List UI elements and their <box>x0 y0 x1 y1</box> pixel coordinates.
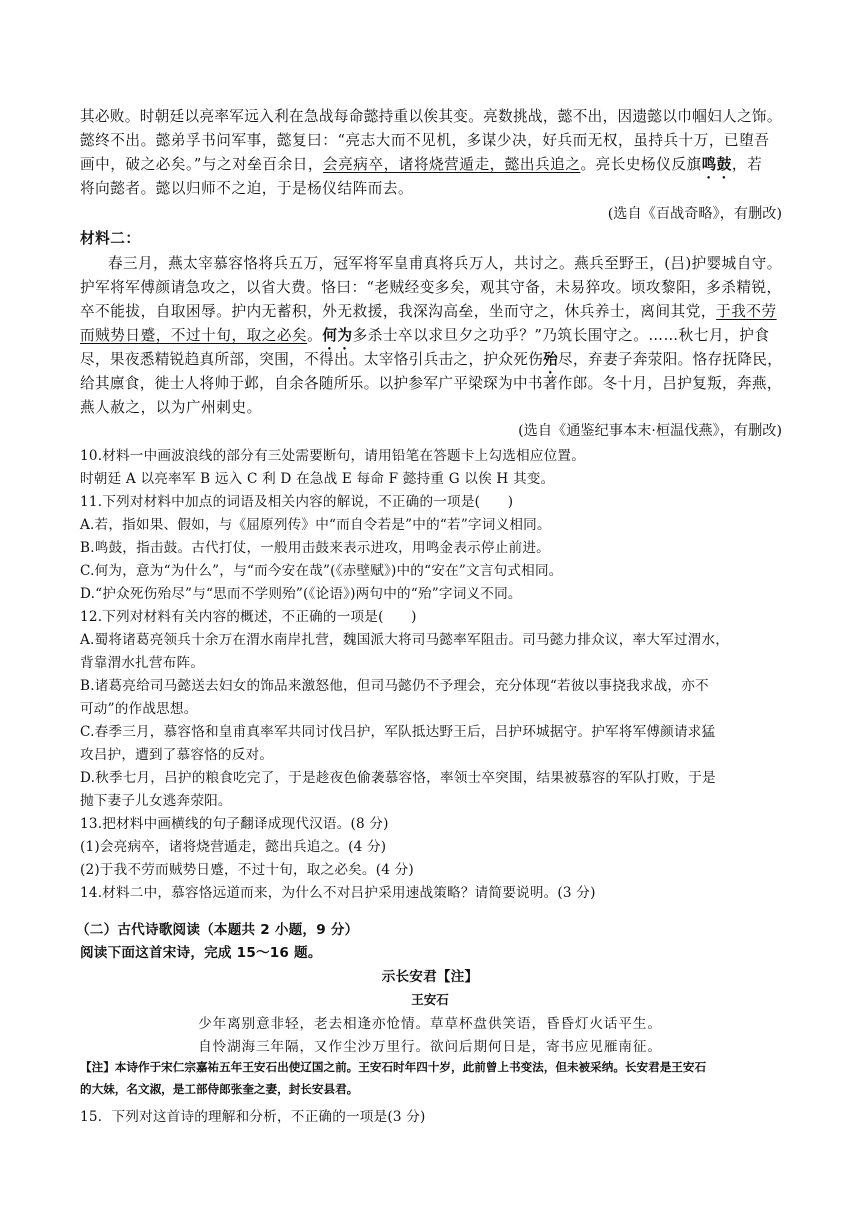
material2-heading: 材料二： <box>80 230 141 247</box>
text: ，若 <box>731 156 763 173</box>
dotted-word: 何为 <box>322 327 353 344</box>
text: 多杀士卒以求旦夕之功乎？”乃筑长围守之。……秋七月，护食 <box>352 327 770 344</box>
question-12-option-a-line-2: 背靠渭水扎营布阵。 <box>80 655 205 671</box>
text: 。亮长史杨仪反旗 <box>580 156 702 173</box>
material2-line-2: 护军将军傅颜请急攻之，以省大费。恪曰：“老贼经变多矣，观其守备，未易猝攻。顷攻黎阳，多杀精锐， <box>80 279 782 296</box>
question-12-option-c-line-1: C.春季三月，慕容恪和皇甫真率军共同讨伐吕护，军队抵达野王后，吕护环城据守。护军将军傅颜请求猛 <box>80 724 716 740</box>
material1-line-4: 将向懿者。懿以归师不之迫，于是杨仪结阵而去。 <box>80 180 414 197</box>
material2-line-6: 给其廪食，徙士人将帅于邺，自余各随所乐。以护参军广平梁琛为中书著作郎。冬十月，吕护复叛，奔燕， <box>80 375 782 392</box>
material2-line-3 <box>80 300 777 321</box>
text: 卒不能拔，自取困辱。护内无蓄积，外无救援，我深沟高垒，坐而守之，休兵养士，离间其党， <box>80 303 717 320</box>
question-12-option-c-line-2: 攻吕护，遭到了慕容恪的反对。 <box>80 747 274 763</box>
question-13-sentence-1: (1)会亮病卒，诸将烧营遁走，懿出兵追之。(4 分) <box>80 839 387 855</box>
text: 。 <box>307 327 323 344</box>
question-12-option-b-line-1: B.诸葛亮给司马懿送去妇女的饰品来激怒他，但司马懿仍不予理会，充分体现“若彼以事挠我求战，亦不 <box>80 678 709 694</box>
material1-line-2: 懿终不出。懿弟孚书问军事，懿复曰：“亮志大而不见机，多谋少决，好兵而无权，虽持兵十万，已堕吾 <box>80 132 770 149</box>
underlined-sentence: 而贼势日蹙，不过十旬，取之必矣 <box>80 327 308 344</box>
material1-source: (选自《百战奇略》，有删改) <box>607 206 782 222</box>
question-11-stem: 11.下列对材料中加点的词语及相关内容的解说，不正确的一项是( ) <box>80 494 514 510</box>
question-11-option-d: D.“护众死伤殆尽”与“思而不学则殆”(《论语》)两句中的“殆”字词义不同。 <box>80 586 522 602</box>
question-12-option-d-line-1: D.秋季七月，吕护的粮食吃完了，于是趁夜色偷袭慕容恪，率领士卒突围，结果被慕容的军队打败，于是 <box>80 770 716 786</box>
question-12-option-a-line-1: A.蜀将诸葛亮领兵十余万在渭水南岸扎营，魏国派大将司马懿率军阻击。司马懿力排众议，率大军过渭水， <box>80 632 730 648</box>
material2-line-7: 燕人赦之，以为广州刺史。 <box>80 399 262 416</box>
question-12-stem: 12.下列对材料有关内容的概述，不正确的一项是( ) <box>80 609 417 625</box>
underlined-sentence: 会亮病卒，诸将烧营遁走，懿出兵追之 <box>323 156 581 173</box>
material2-line-1: 春三月，燕太宰慕容恪将兵五万，冠军将军皇甫真将兵万人，共讨之。燕兵至野王，(吕)护婴城自守。 <box>108 255 782 272</box>
question-10-stem: 10.材料一中画波浪线的部分有三处需要断句，请用铅笔在答题卡上勾选相应位置。 <box>80 448 585 464</box>
question-14-stem: 14.材料二中，慕容恪远道而来，为什么不对吕护采用速战策略？请简要说明。(3 分) <box>80 885 596 901</box>
material2-source: (选自《通鉴纪事本末·桓温伐燕》，有删改) <box>518 423 782 439</box>
text: 画中，破之必矣。”与之对垒百余日， <box>80 156 324 173</box>
dotted-word: 鸣鼓 <box>701 156 732 173</box>
question-12-option-d-line-2: 抛下妻子儿女逃奔荥阳。 <box>80 793 232 809</box>
text: 尽，弃妻子奔荥阳。恪存抚降民， <box>558 351 783 368</box>
poem-author: 王安石 <box>411 992 449 1007</box>
poem-line-1: 少年离别意非轻，老去相逢亦怆情。草草杯盘供笑语，昏昏灯火话平生。 <box>198 1016 662 1032</box>
poem-note-line-1: 【注】本诗作于宋仁宗嘉祐五年王安石出使辽国之前。王安石时年四十岁，此前曾上书变法，但未被采纳。长安君是王安石 <box>80 1060 707 1074</box>
question-11-option-c: C.何为，意为“为什么”，与“而今安在哉”(《赤壁赋》)中的“安在”文言句式相同。 <box>80 563 563 579</box>
section-2-title: （二）古代诗歌阅读（本题共 2 小题，9 分） <box>76 922 359 938</box>
question-11-option-a: A.若，指如果、假如，与《屈原列传》中“而自令若是”中的“若”字词义相同。 <box>80 517 551 533</box>
text: 尽，果夜悉精锐趋真所部，突围，不得出。太宰恪引兵击之，护众死伤 <box>80 351 544 368</box>
poem-note-line-2: 的大妹，名文淑，是工部侍郎张奎之妻，封长安县君。 <box>80 1082 359 1096</box>
question-15-stem: 15．下列对这首诗的理解和分析，不正确的一项是(3 分) <box>80 1109 426 1125</box>
question-10-line: 时朝廷 A 以亮率军 B 远入 C 利 D 在急战 E 每命 F 懿持重 G 以俟 H 其变。 <box>80 471 555 487</box>
material1-line-1: 其必败。时朝廷以亮率军远入利在急战每命懿持重以俟其变。亮数挑战，懿不出，因遗懿以巾帼妇人之饰。 <box>80 108 782 125</box>
underlined-sentence: 于我不劳 <box>716 303 777 320</box>
dotted-word: 殆 <box>543 351 559 368</box>
poem-line-2: 自怜湖海三年隔，又作尘沙万里行。欲问后期何日是，寄书应见雁南征。 <box>198 1039 662 1055</box>
question-13-stem: 13.把材料中画横线的句子翻译成现代汉语。(8 分) <box>80 816 389 832</box>
question-11-option-b: B.鸣鼓，指击鼓。古代打仗，一般用击鼓来表示进攻，用鸣金表示停止前进。 <box>80 540 550 556</box>
section-2-instruction: 阅读下面这首宋诗，完成 15～16 题。 <box>80 945 322 961</box>
question-13-sentence-2: (2)于我不劳而贼势日蹙，不过十旬，取之必矣。(4 分) <box>80 862 414 878</box>
poem-title: 示长安君【注】 <box>381 969 479 985</box>
question-12-option-b-line-2: 可动”的作战思想。 <box>80 701 198 717</box>
